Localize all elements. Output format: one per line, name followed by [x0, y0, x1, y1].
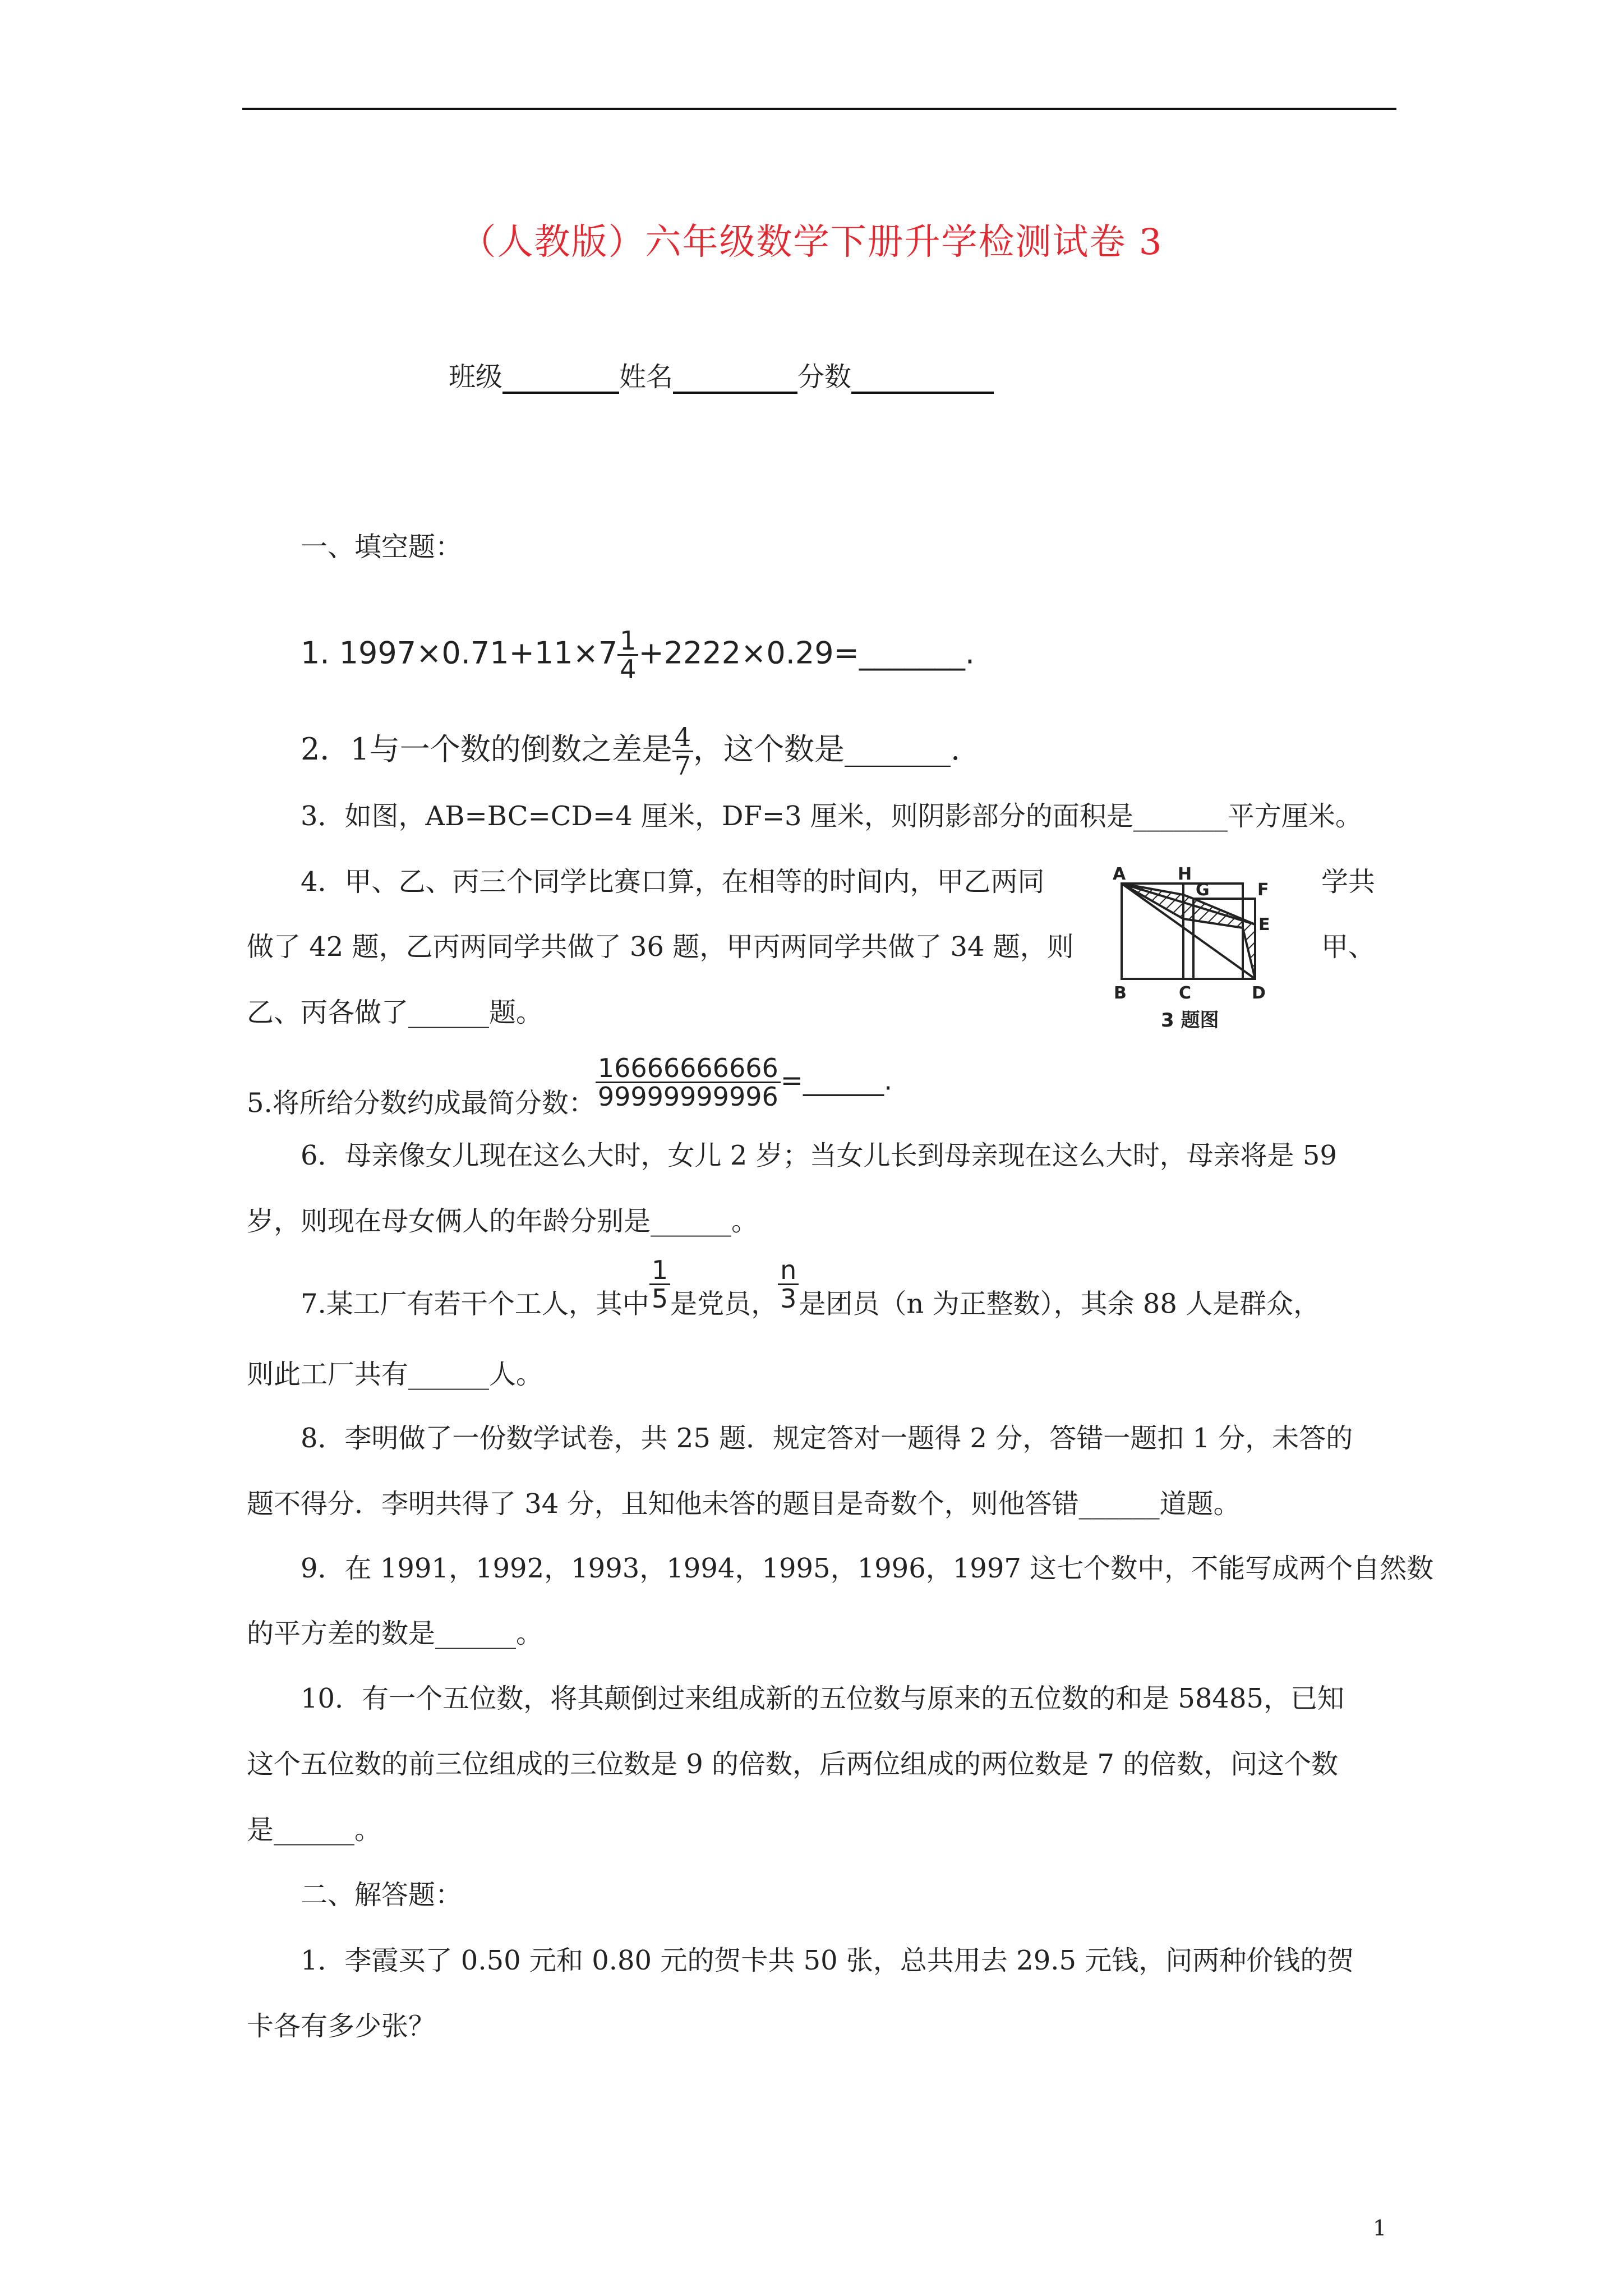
question-4-line-1-end: 学共: [1321, 866, 1376, 898]
name-field[interactable]: [673, 364, 797, 394]
question-7-line-1: [301, 1257, 1320, 1320]
label-h: H: [1178, 864, 1192, 884]
question-7-line-2: 则此工厂共有______人。: [247, 1359, 543, 1390]
question-10-line-3: 是______。: [247, 1814, 382, 1846]
question-5-fraction: [596, 1055, 781, 1111]
label-d: D: [1252, 983, 1266, 1003]
question-5-text: 5.将所给分数约成最简分数：: [247, 1087, 596, 1119]
question-4-line-2: 做了 42 题，乙丙两同学共做了 36 题，甲丙两同学共做了 34 题，则: [247, 931, 1074, 963]
question-2-text: 2．1与一个数的倒数之差是: [301, 731, 672, 767]
question-5-fraction-numerator: 16666666666: [596, 1055, 781, 1083]
label-f: F: [1257, 880, 1269, 900]
question-8-line-1: 8．李明做了一份数学试卷，共 25 题．规定答对一题得 2 分，答错一题扣 1 分，未答的: [301, 1423, 1353, 1454]
question-4-line-3: 乙、丙各做了______题。: [247, 997, 543, 1028]
question-7-text: 7.某工厂有若干个工人，其中: [301, 1288, 649, 1320]
section-heading-fill: 一、填空题：: [301, 531, 463, 563]
label-e: E: [1258, 915, 1270, 935]
score-label: 分数: [797, 361, 852, 393]
question-7-fraction-party: [649, 1257, 670, 1313]
question-10-line-2: 这个五位数的前三位组成的三位数是 9 的倍数，后两位组成的两位数是 7 的倍数，问这个数: [247, 1749, 1339, 1780]
question-2-fraction: [672, 724, 693, 780]
student-info-row: [449, 360, 994, 394]
fraction-league-numerator: n: [778, 1257, 799, 1285]
label-c: C: [1179, 983, 1192, 1003]
fraction-party-numerator: 1: [649, 1257, 670, 1285]
question-4-line-1: 4．甲、乙、丙三个同学比赛口算，在相等的时间内，甲乙两同: [301, 866, 1045, 898]
label-g: G: [1196, 880, 1210, 900]
score-field[interactable]: [851, 364, 994, 394]
label-a: A: [1113, 864, 1126, 884]
question-1-expression-end: +2222×0.29=_______.: [638, 635, 975, 671]
question-2-fraction-numerator: 4: [672, 724, 693, 752]
label-b: B: [1114, 983, 1127, 1003]
class-label: 班级: [449, 361, 503, 393]
fraction-party-denominator: 5: [651, 1283, 668, 1314]
question-1-fraction-denominator: 4: [620, 654, 637, 685]
question-6-line-2: 岁，则现在母女俩人的年龄分别是______。: [247, 1205, 759, 1237]
question-1-expression: 1997×0.71+11×7: [339, 635, 618, 671]
question-5-answer-blank: =______.: [780, 1065, 893, 1097]
question-10-line-1: 10．有一个五位数，将其颠倒过来组成新的五位数与原来的五位数的和是 58485，已知: [301, 1683, 1345, 1714]
question-3-figure: [1110, 864, 1295, 1038]
question-7-text-2: 是党员，: [670, 1288, 778, 1320]
question-7-fraction-league: [778, 1257, 799, 1313]
question-5-fraction-denominator: 99999999996: [597, 1082, 778, 1112]
solve-question-1-line-1: 1．李霞买了 0.50 元和 0.80 元的贺卡共 50 张，总共用去 29.5 元钱，问两种价钱的贺: [301, 1945, 1354, 1976]
page-title: （人教版）六年级数学下册升学检测试卷 3: [460, 222, 1163, 263]
section-heading-solve: 二、解答题：: [301, 1879, 463, 1911]
question-2-text-end: ，这个数是_______.: [693, 731, 961, 767]
question-4-line-2-end: 甲、: [1321, 931, 1376, 963]
question-6-line-1: 6．母亲像女儿现在这么大时，女儿 2 岁；当女儿长到母亲现在这么大时，母亲将是 59: [301, 1140, 1337, 1171]
question-1-fraction: [617, 627, 638, 683]
question-3: 3．如图，AB=BC=CD=4 厘米，DF=3 厘米，则阴影部分的面积是_______平方厘米。: [301, 800, 1362, 832]
fraction-league-denominator: 3: [780, 1283, 797, 1314]
question-2: [301, 724, 960, 780]
class-field[interactable]: [502, 364, 619, 394]
solve-question-1-line-2: 卡各有多少张？: [247, 2010, 436, 2042]
page-number: 1: [1373, 2216, 1387, 2240]
question-9-line-1: 9．在 1991，1992，1993，1994，1995，1996，1997 这七个数中，不能写成两个自然数: [301, 1553, 1434, 1584]
question-1-number: 1.: [301, 635, 330, 671]
question-9-line-2: 的平方差的数是______。: [247, 1618, 543, 1649]
question-1-fraction-numerator: 1: [617, 627, 638, 656]
header-rule: [242, 108, 1396, 110]
question-8-line-2: 题不得分．李明共得了 34 分，且知他未答的题目是奇数个，则他答错______道题。: [247, 1488, 1241, 1520]
question-7-text-3: 是团员（n 为正整数），其余 88 人是群众，: [799, 1288, 1321, 1320]
question-5: [247, 1055, 892, 1120]
figure-caption: 3 题图: [1161, 1009, 1219, 1032]
question-2-fraction-denominator: 7: [674, 751, 691, 781]
question-1: [301, 627, 975, 683]
name-label: 姓名: [619, 361, 674, 393]
